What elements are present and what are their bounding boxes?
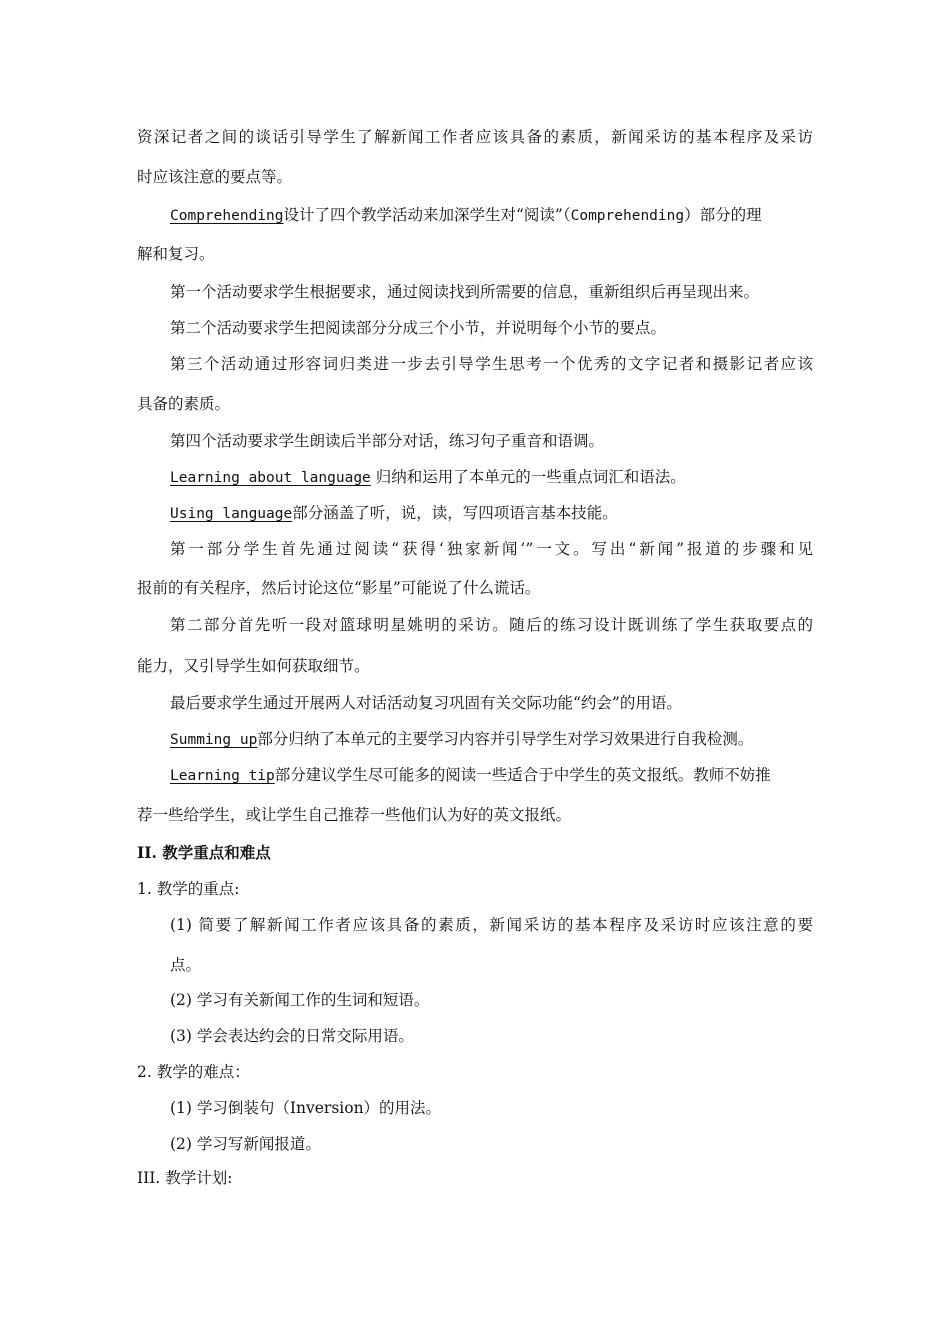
part-2-paragraph: 第二部分首先听一段对篮球明星姚明的采访。随后的练习设计既训练了学生获取要点的 xyxy=(170,616,813,634)
paragraph-line: 报前的有关程序，然后讨论这位“影星”可能说了什么谎话。 xyxy=(137,579,541,597)
activity-3: 第三个活动通过形容词归类进一步去引导学生思考一个优秀的文字记者和摄影记者应该 xyxy=(170,355,813,373)
summing-up-paragraph xyxy=(170,729,753,750)
paragraph-text: 部分建议学生尽可能多的阅读一些适合于中学生的英文报纸。教师不妨推 xyxy=(274,766,771,784)
paragraph-line: 时应该注意的要点等。 xyxy=(137,168,293,186)
difficulty-item: (2) 学习写新闻报道。 xyxy=(170,1135,321,1153)
difficulty-item: (1) 学习倒装句（Inversion）的用法。 xyxy=(170,1099,442,1117)
comprehending-link[interactable]: Comprehending xyxy=(170,208,284,224)
activity-1: 第一个活动要求学生根据要求，通过阅读找到所需要的信息，重新组织后再呈现出来。 xyxy=(170,283,760,301)
focus-item-continuation: 点。 xyxy=(170,956,202,974)
paragraph-line: 具备的素质。 xyxy=(137,395,231,413)
using-language-link[interactable]: Using language xyxy=(170,506,293,522)
paragraph-text: ）部分的理 xyxy=(684,206,762,224)
focus-item: (1) 简要了解新闻工作者应该具备的素质，新闻采访的基本程序及采访时应该注意的要 xyxy=(170,916,813,934)
learning-tip-link[interactable]: Learning tip xyxy=(170,768,275,784)
paragraph-text: 部分涵盖了听，说，读，写四项语言基本技能。 xyxy=(292,504,618,522)
paragraph-line: 荐一些给学生，或让学生自己推荐一些他们认为好的英文报纸。 xyxy=(137,806,572,824)
paragraph-line: 解和复习。 xyxy=(137,245,215,263)
paragraph-text: 归纳和运用了本单元的一些重点词汇和语法。 xyxy=(370,468,686,486)
using-language-paragraph xyxy=(170,503,618,524)
paragraph-text: 部分归纳了本单元的主要学习内容并引导学生对学习效果进行自我检测。 xyxy=(257,730,754,748)
comprehending-term: Comprehending xyxy=(570,208,685,224)
part-1-paragraph: 第一部分学生首先通过阅读“获得‘独家新闻’”一文。写出“新闻”报道的步骤和见 xyxy=(170,540,813,558)
learning-tip-paragraph xyxy=(170,765,771,786)
focus-item: (3) 学会表达约会的日常交际用语。 xyxy=(170,1027,414,1045)
section-2-heading: II. 教学重点和难点 xyxy=(137,843,271,862)
learning-about-language-paragraph xyxy=(170,467,686,488)
paragraph-line: 资深记者之间的谈话引导学生了解新闻工作者应该具备的素质，新闻采访的基本程序及采访 xyxy=(137,128,813,146)
paragraph-line: 能力，又引导学生如何获取细节。 xyxy=(137,657,370,675)
summing-up-link[interactable]: Summing up xyxy=(170,732,258,748)
activity-2: 第二个活动要求学生把阅读部分分成三个小节，并说明每个小节的要点。 xyxy=(170,319,667,337)
activity-4: 第四个活动要求学生朗读后半部分对话，练习句子重音和语调。 xyxy=(170,432,605,450)
comprehending-paragraph xyxy=(170,205,762,226)
focus-title: 1. 教学的重点: xyxy=(137,880,240,898)
learning-about-language-link[interactable]: Learning about language xyxy=(170,470,371,486)
final-paragraph: 最后要求学生通过开展两人对话活动复习巩固有关交际功能“约会”的用语。 xyxy=(170,694,682,712)
section-3-heading: III. 教学计划: xyxy=(137,1169,233,1187)
difficulty-title: 2. 教学的难点： xyxy=(137,1063,250,1081)
paragraph-text: 设计了四个教学活动来加深学生对“阅读”（ xyxy=(283,206,571,224)
focus-item: (2) 学习有关新闻工作的生词和短语。 xyxy=(170,991,430,1009)
